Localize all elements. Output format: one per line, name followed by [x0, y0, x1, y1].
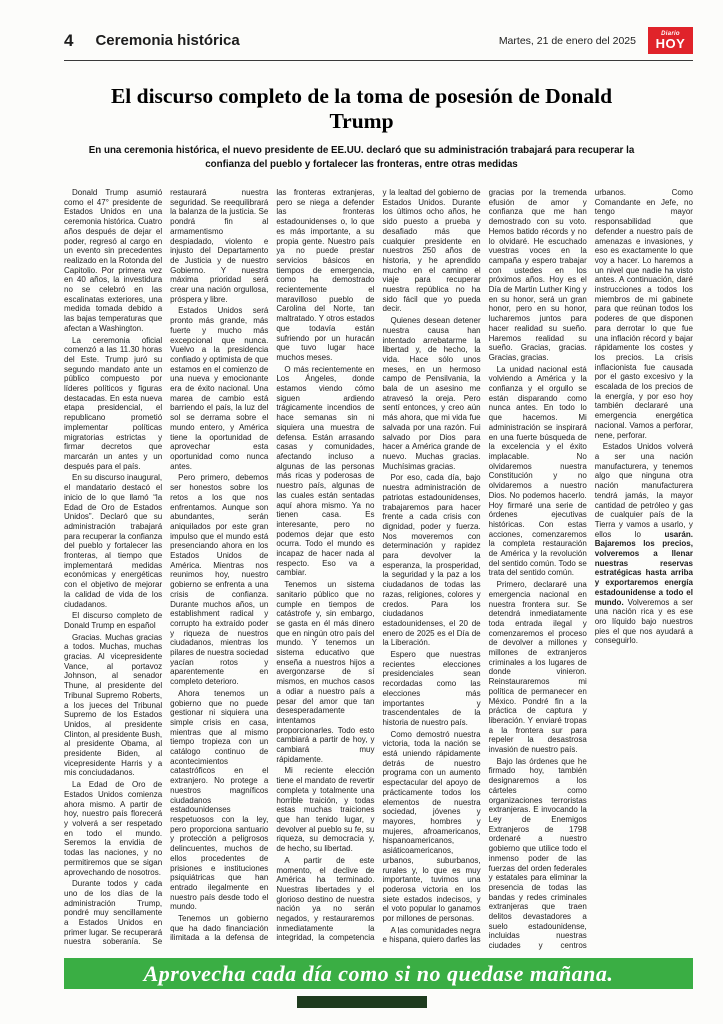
paragraph: Mi reciente elección tiene el mandato de revertir completa y totalmente una horrible traición, y todas estas muchas traiciones que han tenido lugar, y devolver al pueblo su fe, su riqueza, su democracia y, de hecho, su libertad.: [276, 766, 375, 854]
paragraph: Tenemos un sistema sanitario público que no cumple en tiempos de catástrofe y, sin embargo, se gasta en él más dinero que en ningún otro país del mundo. Y tenemos un sistema educativo que enseña a nuestros hijos a avergonzarse de sí mismos, en muchos casos a odiar a nuestro país a pesar del amor que tan desesperadamente intentamos proporcionarles. Todo esto cambiará a partir de hoy, y cambiará muy rápidamente.: [276, 580, 375, 764]
paragraph: La unidad nacional está volviendo a América y la confianza y el orgullo se están disparando como nunca antes. En todo lo que hacemos. Mi administración se inspirará en una fuerte búsqueda de la excelencia y el éxito implacable. No olvidaremos nuestra Constitución y no olvidaremos a nuestro Dios. No podemos hacerlo. Hoy firmaré una serie de órdenes ejecutivas históricas. Con estas acciones, comenzaremos la completa restauración de América y la revolución del sentido común. Todo se trata del sentido común.: [488, 364, 587, 578]
paragraph: Por eso, cada día, bajo nuestra administración de patriotas estadounidenses, trabajaremos para hacer frente a cada crisis con dignidad, poder y fuerza. Nos moveremos con determinación y rapidez para devolver la esperanza, la prosperidad, la seguridad y la paz a los ciudadanos de todas las razas, religiones, colores y credos. Para los ciudadanos estadounidenses, el 20 de enero de 2025 es el Día de la Liberación.: [382, 473, 481, 648]
paragraph: Gracias. Muchas gracias a todos. Muchas, muchas gracias. Al vicepresidente Vance, al portavoz Johnson, al senador Thune, al presidente del Tribunal Supremo Roberts, a los jueces del Tribunal Supremo de los Estados Unidos, al presidente Clinton, al presidente Bush, al presidente Obama, al presidente Biden, al vicepresidente Harris y a mis conciudadanos.: [64, 632, 163, 778]
paragraph: Bajo las órdenes que he firmado hoy, también designaremos a los cárteles como organizaciones terroristas extranjeras. E invocando la Ley de Enemigos Extranjeros de 1798 ordenaré a nuestro gobierno que utilice todo el inmenso poder de las fuerzas del orden federales y estatales para eliminar la presencia de todas las bandas y redes criminales extranjeras que traen delitos devastadores a suelo estadounidense, incluidas nuestras ciudades y centros urbanos. Como Comandante en Jefe, no tengo mayor responsabilidad que defender a nuestro país de amenazas e invasiones, y eso es exactamente lo que voy a hacer. Lo haremos a un nivel que nadie ha visto antes. A continuación, daré instrucciones a todos los miembros de mi gabinete para que reúnan todos los poderes de que disponen para derrotar lo que fue una inflación récord y bajar rápidamente los costes y los precios. La crisis inflacionista fue causada por el gasto excesivo y la escalada de los precios de la energía, y por eso hoy también declararé una emergencia energética nacional. Vamos a perforar, nene, perforar.: [488, 188, 693, 951]
paragraph: O más recientemente en Los Ángeles, donde estamos viendo cómo siguen ardiendo trágicamente incendios de hace semanas sin ni siquiera una muestra de defensa. Están arrasando casas y comunidades, afectando incluso a algunas de las personas más ricas y poderosas de nuestro país, algunas de las cuales están sentadas aquí ahora mismo. Ya no tienen casa. Es interesante, pero no podemos dejar que esto ocurra. Todo el mundo es incapaz de hacer nada al respecto. Eso va a cambiar.: [276, 364, 375, 578]
paragraph: Primero, declararé una emergencia nacional en nuestra frontera sur. Se detendrá inmediatamente toda entrada ilegal y comenzaremos el proceso de devolver a millones y millones de extranjeros criminales a los lugares de donde vinieron. Reinstauraremos mi política de permanecer en México. Pondré fin a la práctica de captura y liberación. Y enviaré tropas a la frontera sur para repeler la desastrosa invasión de nuestro país.: [488, 580, 587, 755]
section-title: Ceremonia histórica: [95, 32, 240, 49]
paragraph: A las comunidades negra e hispana, quiero darles las gracias por la tremenda efusión de amor y confianza que me han demostrado con su voto. Hemos batido récords y no lo olvidaré. He escuchado vuestras voces en la campaña y espero trabajar con ustedes en los próximos años. Hoy es el Día de Martin Luther King y en su honor, será un gran honor, pero en su honor, lucharemos juntos para hacer realidad su sueño. Haremos realidad su sueño. Gracias, gracias. Gracias, gracias.: [382, 188, 587, 945]
page-number: 4: [64, 30, 74, 50]
article-columns: [64, 188, 693, 952]
newspaper-logo: [648, 27, 693, 54]
paragraph: Pero primero, debemos ser honestos sobre los retos a los que nos enfrentamos. Aunque son abundantes, serán aniquilados por este gran impulso que el mundo está presenciando ahora en los Estados Unidos de América. Mientras nos reunimos hoy, nuestro gobierno se enfrenta a una crisis de confianza. Durante muchos años, un establishment radical y corrupto ha extraído poder y riqueza de nuestros ciudadanos, mientras los pilares de nuestra sociedad yacían rotos y aparentemente en completo deterioro.: [170, 473, 269, 687]
paragraph: Estados Unidos volverá a ser una nación manufacturera, y tenemos algo que ninguna otra nación manufacturera tendrá jamás, la mayor cantidad de petróleo y gas de cualquier país de la Tierra y vamos a usarlo, y ellos lo usarán. Bajaremos los precios, volveremos a llenar nuestras reservas estratégicas hasta arriba y exportaremos energía estadounidense a todo el mundo. Volveremos a ser una nación rica y es ese oro líquido bajo nuestros pies el que nos ayudará a conseguirlo.: [594, 442, 693, 646]
paragraph: Como demostró nuestra victoria, toda la nación se está uniendo rápidamente detrás de nuestro programa con un aumento espectacular del apoyo de prácticamente todos los elementos de nuestra sociedad, jóvenes y mayores, hombres y mujeres, afroamericanos, hispanoamericanos, asiáticoamericanos, urbanos, suburbanos, rurales y, lo que es muy importante, tuvimos una poderosa victoria en los siete estados indecisos, y el voto popular lo ganamos por millones de personas.: [382, 729, 481, 924]
footer-strip: [297, 996, 427, 1008]
paragraph: Ahora tenemos un gobierno que no puede gestionar ni siquiera una simple crisis en casa, mientras que al mismo tiempo tropieza con un catálogo continuo de acontecimientos catastróficos en el extranjero. No protege a nuestros magníficos ciudadanos estadounidenses respetuosos con la ley, pero proporciona santuario y protección a peligrosos delincuentes, muchos de ellos procedentes de prisiones e instituciones psiquiátricas que han entrado ilegalmente en nuestro país desde todo el mundo.: [170, 688, 269, 912]
footer-banner: [64, 958, 693, 989]
footer-slogan: Aprovecha cada día como si no quedase mañana.: [143, 960, 614, 986]
paragraph: A partir de este momento, el declive de América ha terminado. Nuestras libertades y el glorioso destino de nuestra nación ya no serán negados, y restauraremos inmediatamente la integridad, la competencia y la lealtad del gobierno de Estados Unidos. Durante los últimos ocho años, he sido puesto a prueba y desafiado más que cualquier presidente en nuestros 250 años de historia, y he aprendido mucho en el camino el viaje para recuperar nuestra república no ha sido fácil que yo pueda decir.: [276, 188, 481, 943]
paragraph: El discurso completo de Donald Trump en español: [64, 611, 163, 630]
logo-main-text: HOY: [655, 36, 686, 51]
issue-date: Martes, 21 de enero del 2025: [498, 34, 636, 47]
page-header: [64, 27, 693, 54]
paragraph: En su discurso inaugural, el mandatario destacó el inicio de lo que llamó “la Edad de Oro de Estados Unidos”. Declaró que su administración trabajará para recuperar la confianza del pueblo y fortalecer las fronteras, al tiempo que implementará medidas económicas y energéticas con el objetivo de mejorar la calidad de vida de los ciudadanos.: [64, 473, 163, 609]
header-divider: [64, 60, 693, 61]
paragraph: Donald Trump asumió como el 47° presidente de Estados Unidos en una ceremonia histórica. Cuatro años después de dejar el poder, regresó al cargo en un evento sin precedentes realizado en la Rotonda del Capitolio. Por primera vez en 40 años, la investidura no se celebró en las escalinatas exteriores, una medida tomada debido a las bajas temperaturas que afectan a Washington.: [64, 188, 163, 333]
paragraph: Espero que nuestras recientes elecciones presidenciales sean recordadas como las elecciones más importantes y trascendentales de la historia de nuestro país.: [382, 650, 481, 727]
paragraph: Quienes desean detener nuestra causa han intentado arrebatarme la libertad y, de hecho, la vida. Hace sólo unos meses, en un hermoso campo de Pensilvania, la bala de un asesino me atravesó la oreja. Pero sentí entonces, y creo aún más ahora, que mi vida fue salvada por una razón. Fui salvado por Dios para hacer a América grande de nuevo. Muchas gracias. Muchísimas gracias.: [382, 316, 481, 471]
article-headline: El discurso completo de la toma de posesión de Donald Trump: [110, 84, 613, 134]
paragraph: La ceremonia oficial comenzó a las 11.30 horas del Este. Trump juró su segundo mandato ante un público compuesto por líderes políticos y figuras destacadas. En esta nueva etapa presidencial, el republicano prometió implementar políticas migratorias estrictas y firmar decretos que marcarán un antes y un después para el país.: [64, 335, 163, 471]
paragraph: Tenemos un gobierno que ha dado financiación ilimitada a la defensa de las fronteras extranjeras, pero se niega a defender las fronteras estadounidenses o, lo que es más importante, a su propia gente. Nuestro país ya no puede prestar servicios básicos en tiempos de emergencia, como ha demostrado recientemente el maravilloso pueblo de Carolina del Norte, tan maltratado. Y otros estados que todavía están sufriendo por un huracán que tuvo lugar hace muchos meses.: [170, 188, 375, 943]
paragraph: La Edad de Oro de Estados Unidos comienza ahora mismo. A partir de hoy, nuestro país florecerá y volverá a ser respetado en todo el mundo. Seremos la envidia de todas las naciones, y no permitiremos que se sigan aprovechando de nosotros.: [64, 780, 163, 877]
paragraph: Durante todos y cada uno de los días de la administración Trump, pondré muy sencillamente a Estados Unidos en primer lugar. Se recuperará nuestra soberanía. Se restaurará nuestra seguridad. Se reequilibrará la balanza de la justicia. Se pondrá fin al armamentismo despiadado, violento e injusto del Departamento de Justicia y de nuestro Gobierno. Y nuestra máxima prioridad será crear una nación orgullosa, próspera y libre.: [64, 188, 269, 947]
article-subheadline: En una ceremonia histórica, el nuevo presidente de EE.UU. declaró que su administración trabajará para recuperar la confianza del pueblo y fortalecer las fronteras, entre otras medidas: [88, 145, 635, 171]
logo-top-text: Diario: [661, 31, 680, 37]
paragraph: Estados Unidos será pronto más grande, más fuerte y mucho más excepcional que nunca. Vuelvo a la presidencia confiado y optimista de que estamos en el comienzo de una nueva y emocionante era de éxito nacional. Una marea de cambio está barriendo el país, la luz del sol se derrama sobre el mundo entero, y América tiene la oportunidad de aprovechar esta oportunidad como nunca antes.: [170, 306, 269, 471]
